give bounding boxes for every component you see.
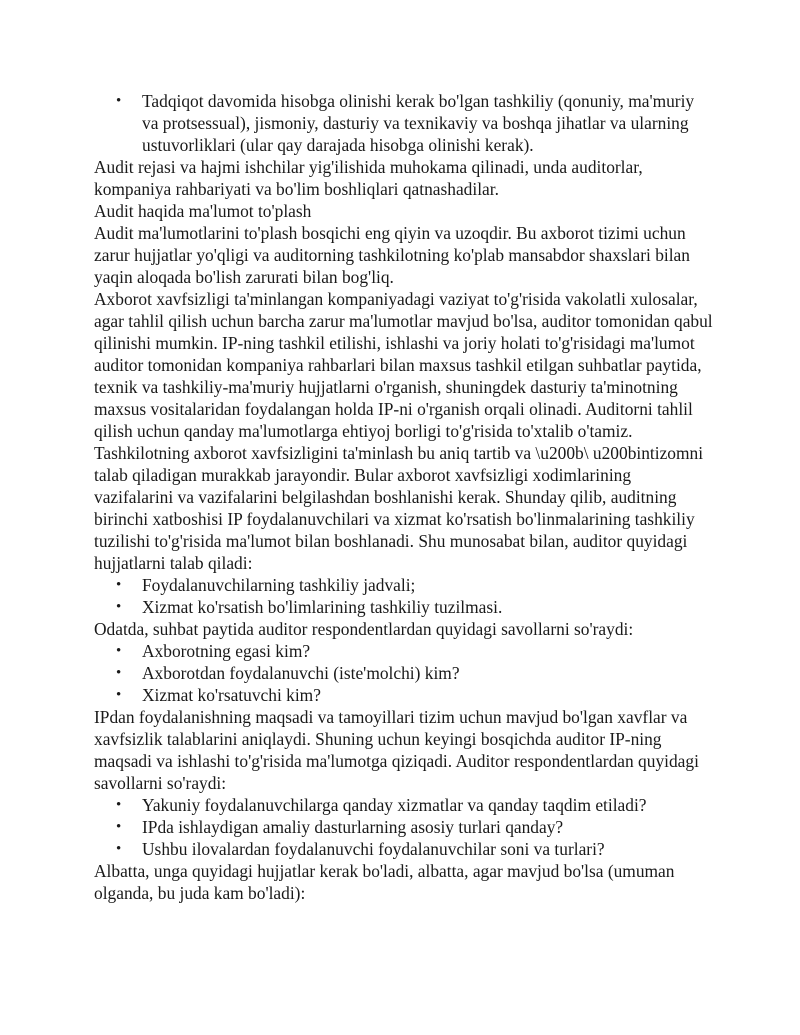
list-item: • IPda ishlaydigan amaliy dasturlarning asosiy turlari qanday?: [94, 816, 714, 838]
bullet-list: [94, 574, 714, 618]
paragraph: IPdan foydalanishning maqsadi va tamoyillari tizim uchun mavjud bo'lgan xavflar va xavfsizlik talablarini aniqlaydi. Shuning uchun keyingi bosqichda auditor IP-ning maqsadi va ishlashi to'g'risida ma'lumotga qiziqadi. Auditor respondentlardan quyidagi savollarni so'raydi:: [94, 707, 699, 793]
list-item: • Tadqiqot davomida hisobga olinishi kerak bo'lgan tashkiliy (qonuniy, ma'muriy va protsessual), jismoniy, dasturiy va texnikaviy va boshqa jihatlar va ularning ustuvorliklari (ular qay darajada hisobga olinishi kerak).: [94, 90, 714, 156]
list-item: • Xizmat ko'rsatish bo'limlarining tashkiliy tuzilmasi.: [94, 596, 714, 618]
list-item: • Ushbu ilovalardan foydalanuvchi foydalanuvchilar soni va turlari?: [94, 838, 714, 860]
section-heading: Audit haqida ma'lumot to'plash: [94, 201, 312, 221]
bullet-list: [94, 640, 714, 706]
paragraph: Axborot xavfsizligi ta'minlangan kompaniyadagi vaziyat to'g'risida vakolatli xulosalar, agar tahlil qilish uchun barcha zarur ma'lumotlar mavjud bo'lsa, auditor tomonidan qabul qilinishi mumkin. IP-ning tashkil etilishi, ishlashi va joriy holati to'g'risidagi ma'lumot auditor tomonidan kompaniya rahbarlari bilan maxsus tashkil etilgan suhbatlar paytida, texnik va tashkiliy-ma'muriy hujjatlarni o'rganish, shuningdek dasturiy ta'minotning maxsus vositalaridan foydalangan holda IP-ni o'rganish orqali olinadi. Auditorni tahlil qilish uchun qanday ma'lumotlarga ehtiyoj borligi to'g'risida to'xtalib o'tamiz.: [94, 289, 713, 441]
paragraph: Odatda, suhbat paytida auditor respondentlardan quyidagi savollarni so'raydi:: [94, 619, 634, 639]
list-item: • Yakuniy foydalanuvchilarga qanday xizmatlar va qanday taqdim etiladi?: [94, 794, 714, 816]
bullet-list: [94, 794, 714, 860]
list-item: • Foydalanuvchilarning tashkiliy jadvali;: [94, 574, 714, 596]
bullet-list: [94, 90, 714, 156]
paragraph: Audit ma'lumotlarini to'plash bosqichi eng qiyin va uzoqdir. Bu axborot tizimi uchun zarur hujjatlar yo'qligi va auditorning tashkilotning ko'plab mansabdor shaxslari bilan yaqin aloqada bo'lish zarurati bilan bog'liq.: [94, 223, 690, 287]
paragraph: Albatta, unga quyidagi hujjatlar kerak bo'ladi, albatta, agar mavjud bo'lsa (umuman olganda, bu juda kam bo'ladi):: [94, 861, 675, 903]
list-item: • Axborotdan foydalanuvchi (iste'molchi) kim?: [94, 662, 714, 684]
paragraph: Audit rejasi va hajmi ishchilar yig'ilishida muhokama qilinadi, unda auditorlar, kompaniya rahbariyati va bo'lim boshliqlari qatnashadilar.: [94, 157, 643, 199]
document-page: [94, 90, 714, 904]
paragraph: Tashkilotning axborot xavfsizligini ta'minlash bu aniq tartib va \u200b\ u200bintizomni talab qiladigan murakkab jarayondir. Bular axborot xavfsizligi xodimlarining vazifalarini va vazifalarini belgilashdan boshlanishi kerak. Shunday qilib, auditning birinchi xatboshisi IP foydalanuvchilari va xizmat ko'rsatish bo'linmalarining tashkiliy tuzilishi to'g'risida ma'lumot bilan boshlanadi. Shu munosabat bilan, auditor quyidagi hujjatlarni talab qiladi:: [94, 443, 704, 573]
list-item: • Xizmat ko'rsatuvchi kim?: [94, 684, 714, 706]
list-item: • Axborotning egasi kim?: [94, 640, 714, 662]
